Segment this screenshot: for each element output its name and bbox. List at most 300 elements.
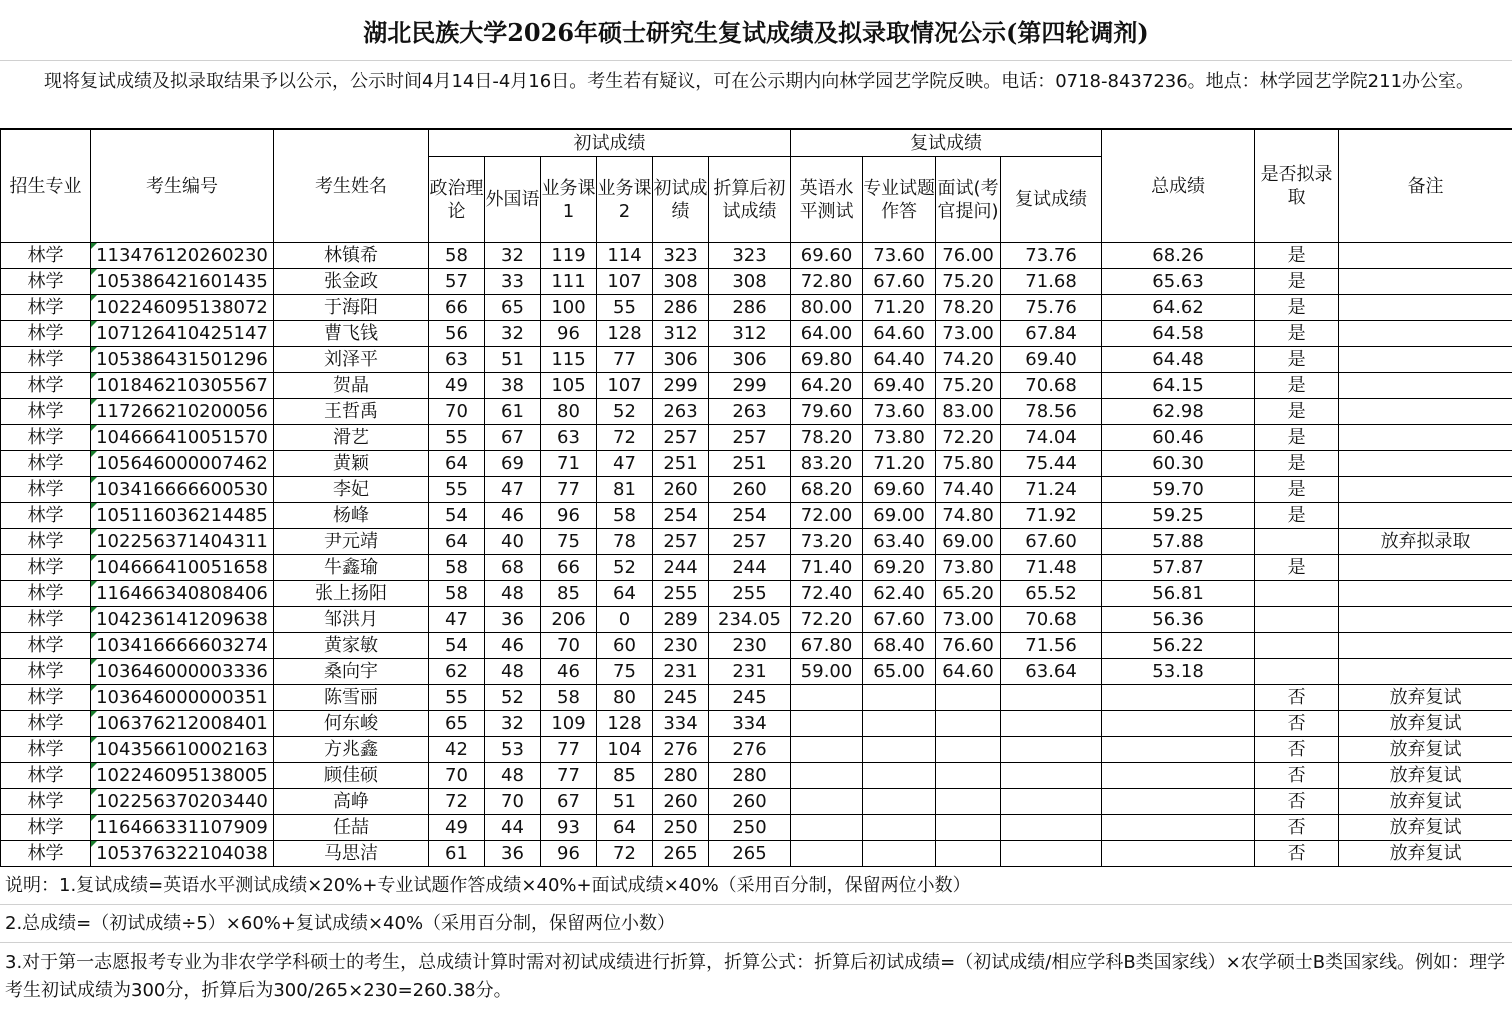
cell-major[interactable]: 林学 bbox=[1, 399, 91, 425]
cell-admit[interactable]: 是 bbox=[1255, 425, 1339, 451]
cell-total[interactable]: 60.46 bbox=[1102, 425, 1255, 451]
cell-exam-id[interactable]: 116466331107909 bbox=[91, 815, 274, 841]
cell-foreign[interactable]: 51 bbox=[485, 347, 541, 373]
cell-english-test[interactable] bbox=[791, 789, 863, 815]
cell-total[interactable]: 68.26 bbox=[1102, 243, 1255, 269]
cell-prelim-total[interactable]: 254 bbox=[653, 503, 709, 529]
cell-prelim-total[interactable]: 260 bbox=[653, 477, 709, 503]
cell-politics[interactable]: 61 bbox=[429, 841, 485, 867]
cell-foreign[interactable]: 48 bbox=[485, 763, 541, 789]
cell-name[interactable]: 贺晶 bbox=[274, 373, 429, 399]
cell-course2[interactable]: 81 bbox=[597, 477, 653, 503]
cell-retest-score[interactable]: 70.68 bbox=[1001, 373, 1102, 399]
cell-major[interactable]: 林学 bbox=[1, 373, 91, 399]
cell-remark[interactable] bbox=[1339, 295, 1512, 321]
cell-exam-id[interactable]: 102256371404311 bbox=[91, 529, 274, 555]
cell-name[interactable]: 牛鑫瑜 bbox=[274, 555, 429, 581]
cell-english-test[interactable] bbox=[791, 841, 863, 867]
cell-retest-score[interactable]: 78.56 bbox=[1001, 399, 1102, 425]
cell-exam-id[interactable]: 105386431501296 bbox=[91, 347, 274, 373]
cell-prelim-total[interactable]: 255 bbox=[653, 581, 709, 607]
cell-politics[interactable]: 47 bbox=[429, 607, 485, 633]
cell-retest-score[interactable]: 71.48 bbox=[1001, 555, 1102, 581]
cell-total[interactable] bbox=[1102, 763, 1255, 789]
cell-foreign[interactable]: 32 bbox=[485, 711, 541, 737]
cell-converted[interactable]: 254 bbox=[709, 503, 791, 529]
cell-course1[interactable]: 63 bbox=[541, 425, 597, 451]
cell-exam-id[interactable]: 105376322104038 bbox=[91, 841, 274, 867]
cell-foreign[interactable]: 47 bbox=[485, 477, 541, 503]
cell-politics[interactable]: 72 bbox=[429, 789, 485, 815]
cell-major[interactable]: 林学 bbox=[1, 737, 91, 763]
cell-interview[interactable]: 73.80 bbox=[936, 555, 1001, 581]
cell-retest-score[interactable] bbox=[1001, 789, 1102, 815]
cell-course1[interactable]: 115 bbox=[541, 347, 597, 373]
cell-course1[interactable]: 77 bbox=[541, 477, 597, 503]
cell-major[interactable]: 林学 bbox=[1, 841, 91, 867]
cell-prelim-total[interactable]: 250 bbox=[653, 815, 709, 841]
cell-essay[interactable]: 69.20 bbox=[863, 555, 936, 581]
cell-course1[interactable]: 100 bbox=[541, 295, 597, 321]
cell-politics[interactable]: 54 bbox=[429, 503, 485, 529]
cell-remark[interactable] bbox=[1339, 451, 1512, 477]
cell-foreign[interactable]: 33 bbox=[485, 269, 541, 295]
cell-prelim-total[interactable]: 312 bbox=[653, 321, 709, 347]
cell-name[interactable]: 黄家敏 bbox=[274, 633, 429, 659]
cell-politics[interactable]: 58 bbox=[429, 555, 485, 581]
cell-politics[interactable]: 58 bbox=[429, 581, 485, 607]
cell-converted[interactable]: 251 bbox=[709, 451, 791, 477]
cell-remark[interactable] bbox=[1339, 659, 1512, 685]
cell-converted[interactable]: 334 bbox=[709, 711, 791, 737]
cell-exam-id[interactable]: 106376212008401 bbox=[91, 711, 274, 737]
cell-english-test[interactable]: 78.20 bbox=[791, 425, 863, 451]
cell-converted[interactable]: 234.05 bbox=[709, 607, 791, 633]
cell-course2[interactable]: 64 bbox=[597, 815, 653, 841]
cell-exam-id[interactable]: 116466340808406 bbox=[91, 581, 274, 607]
cell-course2[interactable]: 60 bbox=[597, 633, 653, 659]
cell-course2[interactable]: 114 bbox=[597, 243, 653, 269]
cell-interview[interactable]: 76.60 bbox=[936, 633, 1001, 659]
cell-prelim-total[interactable]: 231 bbox=[653, 659, 709, 685]
cell-foreign[interactable]: 52 bbox=[485, 685, 541, 711]
cell-exam-id[interactable]: 102246095138005 bbox=[91, 763, 274, 789]
cell-course1[interactable]: 58 bbox=[541, 685, 597, 711]
cell-essay[interactable]: 69.60 bbox=[863, 477, 936, 503]
cell-politics[interactable]: 55 bbox=[429, 477, 485, 503]
cell-english-test[interactable]: 72.80 bbox=[791, 269, 863, 295]
cell-total[interactable]: 59.70 bbox=[1102, 477, 1255, 503]
cell-converted[interactable]: 276 bbox=[709, 737, 791, 763]
cell-essay[interactable] bbox=[863, 841, 936, 867]
cell-interview[interactable] bbox=[936, 737, 1001, 763]
cell-converted[interactable]: 260 bbox=[709, 477, 791, 503]
cell-admit[interactable]: 否 bbox=[1255, 711, 1339, 737]
cell-exam-id[interactable]: 104356610002163 bbox=[91, 737, 274, 763]
cell-exam-id[interactable]: 103416666603274 bbox=[91, 633, 274, 659]
cell-prelim-total[interactable]: 323 bbox=[653, 243, 709, 269]
cell-remark[interactable] bbox=[1339, 633, 1512, 659]
cell-exam-id[interactable]: 103646000003336 bbox=[91, 659, 274, 685]
cell-interview[interactable]: 83.00 bbox=[936, 399, 1001, 425]
cell-interview[interactable]: 75.80 bbox=[936, 451, 1001, 477]
cell-name[interactable]: 林镇希 bbox=[274, 243, 429, 269]
cell-essay[interactable]: 64.40 bbox=[863, 347, 936, 373]
cell-interview[interactable]: 65.20 bbox=[936, 581, 1001, 607]
cell-exam-id[interactable]: 105646000007462 bbox=[91, 451, 274, 477]
cell-name[interactable]: 刘泽平 bbox=[274, 347, 429, 373]
cell-english-test[interactable]: 71.40 bbox=[791, 555, 863, 581]
cell-name[interactable]: 滑艺 bbox=[274, 425, 429, 451]
cell-major[interactable]: 林学 bbox=[1, 503, 91, 529]
cell-total[interactable]: 59.25 bbox=[1102, 503, 1255, 529]
cell-interview[interactable]: 72.20 bbox=[936, 425, 1001, 451]
cell-admit[interactable]: 否 bbox=[1255, 763, 1339, 789]
cell-total[interactable]: 53.18 bbox=[1102, 659, 1255, 685]
cell-retest-score[interactable] bbox=[1001, 737, 1102, 763]
cell-english-test[interactable]: 69.60 bbox=[791, 243, 863, 269]
cell-prelim-total[interactable]: 245 bbox=[653, 685, 709, 711]
cell-remark[interactable] bbox=[1339, 581, 1512, 607]
cell-converted[interactable]: 280 bbox=[709, 763, 791, 789]
cell-interview[interactable] bbox=[936, 789, 1001, 815]
cell-politics[interactable]: 62 bbox=[429, 659, 485, 685]
cell-converted[interactable]: 260 bbox=[709, 789, 791, 815]
cell-admit[interactable]: 否 bbox=[1255, 685, 1339, 711]
cell-foreign[interactable]: 69 bbox=[485, 451, 541, 477]
cell-retest-score[interactable]: 75.76 bbox=[1001, 295, 1102, 321]
cell-exam-id[interactable]: 104236141209638 bbox=[91, 607, 274, 633]
cell-major[interactable]: 林学 bbox=[1, 685, 91, 711]
cell-exam-id[interactable]: 102246095138072 bbox=[91, 295, 274, 321]
cell-essay[interactable]: 73.80 bbox=[863, 425, 936, 451]
cell-essay[interactable]: 67.60 bbox=[863, 269, 936, 295]
cell-interview[interactable] bbox=[936, 685, 1001, 711]
cell-interview[interactable]: 75.20 bbox=[936, 373, 1001, 399]
cell-english-test[interactable]: 59.00 bbox=[791, 659, 863, 685]
cell-interview[interactable]: 74.80 bbox=[936, 503, 1001, 529]
cell-major[interactable]: 林学 bbox=[1, 347, 91, 373]
cell-prelim-total[interactable]: 263 bbox=[653, 399, 709, 425]
cell-politics[interactable]: 64 bbox=[429, 451, 485, 477]
cell-remark[interactable] bbox=[1339, 321, 1512, 347]
cell-converted[interactable]: 312 bbox=[709, 321, 791, 347]
cell-major[interactable]: 林学 bbox=[1, 633, 91, 659]
cell-prelim-total[interactable]: 286 bbox=[653, 295, 709, 321]
cell-interview[interactable]: 73.00 bbox=[936, 321, 1001, 347]
cell-converted[interactable]: 299 bbox=[709, 373, 791, 399]
cell-admit[interactable] bbox=[1255, 607, 1339, 633]
cell-admit[interactable] bbox=[1255, 529, 1339, 555]
cell-remark[interactable] bbox=[1339, 399, 1512, 425]
cell-total[interactable] bbox=[1102, 841, 1255, 867]
cell-exam-id[interactable]: 101846210305567 bbox=[91, 373, 274, 399]
cell-essay[interactable]: 63.40 bbox=[863, 529, 936, 555]
cell-foreign[interactable]: 36 bbox=[485, 841, 541, 867]
cell-retest-score[interactable] bbox=[1001, 815, 1102, 841]
cell-major[interactable]: 林学 bbox=[1, 789, 91, 815]
cell-course1[interactable]: 77 bbox=[541, 763, 597, 789]
cell-politics[interactable]: 55 bbox=[429, 685, 485, 711]
cell-prelim-total[interactable]: 244 bbox=[653, 555, 709, 581]
cell-course2[interactable]: 72 bbox=[597, 841, 653, 867]
cell-essay[interactable]: 73.60 bbox=[863, 243, 936, 269]
cell-english-test[interactable]: 83.20 bbox=[791, 451, 863, 477]
cell-admit[interactable]: 是 bbox=[1255, 451, 1339, 477]
cell-major[interactable]: 林学 bbox=[1, 815, 91, 841]
cell-prelim-total[interactable]: 334 bbox=[653, 711, 709, 737]
cell-prelim-total[interactable]: 280 bbox=[653, 763, 709, 789]
cell-total[interactable]: 57.88 bbox=[1102, 529, 1255, 555]
cell-converted[interactable]: 244 bbox=[709, 555, 791, 581]
cell-politics[interactable]: 64 bbox=[429, 529, 485, 555]
cell-converted[interactable]: 306 bbox=[709, 347, 791, 373]
cell-admit[interactable]: 否 bbox=[1255, 815, 1339, 841]
cell-english-test[interactable]: 67.80 bbox=[791, 633, 863, 659]
cell-interview[interactable]: 69.00 bbox=[936, 529, 1001, 555]
cell-total[interactable]: 64.15 bbox=[1102, 373, 1255, 399]
cell-essay[interactable] bbox=[863, 815, 936, 841]
cell-prelim-total[interactable]: 230 bbox=[653, 633, 709, 659]
cell-course1[interactable]: 71 bbox=[541, 451, 597, 477]
cell-course2[interactable]: 77 bbox=[597, 347, 653, 373]
cell-converted[interactable]: 265 bbox=[709, 841, 791, 867]
cell-retest-score[interactable] bbox=[1001, 763, 1102, 789]
cell-total[interactable]: 64.58 bbox=[1102, 321, 1255, 347]
cell-essay[interactable]: 68.40 bbox=[863, 633, 936, 659]
cell-name[interactable]: 王哲禹 bbox=[274, 399, 429, 425]
cell-english-test[interactable]: 73.20 bbox=[791, 529, 863, 555]
cell-remark[interactable]: 放弃复试 bbox=[1339, 841, 1512, 867]
cell-total[interactable] bbox=[1102, 737, 1255, 763]
cell-retest-score[interactable]: 65.52 bbox=[1001, 581, 1102, 607]
cell-foreign[interactable]: 38 bbox=[485, 373, 541, 399]
cell-major[interactable]: 林学 bbox=[1, 269, 91, 295]
cell-course1[interactable]: 80 bbox=[541, 399, 597, 425]
cell-politics[interactable]: 63 bbox=[429, 347, 485, 373]
cell-name[interactable]: 何东峻 bbox=[274, 711, 429, 737]
cell-name[interactable]: 顾佳硕 bbox=[274, 763, 429, 789]
cell-name[interactable]: 桑向宇 bbox=[274, 659, 429, 685]
cell-major[interactable]: 林学 bbox=[1, 321, 91, 347]
cell-prelim-total[interactable]: 289 bbox=[653, 607, 709, 633]
cell-course1[interactable]: 119 bbox=[541, 243, 597, 269]
cell-foreign[interactable]: 70 bbox=[485, 789, 541, 815]
cell-english-test[interactable]: 64.00 bbox=[791, 321, 863, 347]
cell-course2[interactable]: 75 bbox=[597, 659, 653, 685]
cell-politics[interactable]: 58 bbox=[429, 243, 485, 269]
cell-exam-id[interactable]: 102256370203440 bbox=[91, 789, 274, 815]
cell-retest-score[interactable]: 67.84 bbox=[1001, 321, 1102, 347]
cell-remark[interactable] bbox=[1339, 269, 1512, 295]
cell-total[interactable]: 56.22 bbox=[1102, 633, 1255, 659]
cell-course2[interactable]: 52 bbox=[597, 399, 653, 425]
cell-remark[interactable]: 放弃复试 bbox=[1339, 763, 1512, 789]
cell-politics[interactable]: 55 bbox=[429, 425, 485, 451]
cell-politics[interactable]: 57 bbox=[429, 269, 485, 295]
cell-interview[interactable] bbox=[936, 815, 1001, 841]
cell-prelim-total[interactable]: 299 bbox=[653, 373, 709, 399]
cell-politics[interactable]: 65 bbox=[429, 711, 485, 737]
cell-retest-score[interactable]: 71.24 bbox=[1001, 477, 1102, 503]
cell-interview[interactable] bbox=[936, 711, 1001, 737]
cell-prelim-total[interactable]: 306 bbox=[653, 347, 709, 373]
cell-course1[interactable]: 46 bbox=[541, 659, 597, 685]
cell-retest-score[interactable]: 75.44 bbox=[1001, 451, 1102, 477]
cell-name[interactable]: 任喆 bbox=[274, 815, 429, 841]
cell-essay[interactable]: 64.60 bbox=[863, 321, 936, 347]
cell-course2[interactable]: 0 bbox=[597, 607, 653, 633]
cell-name[interactable]: 张上扬阳 bbox=[274, 581, 429, 607]
cell-politics[interactable]: 66 bbox=[429, 295, 485, 321]
cell-foreign[interactable]: 67 bbox=[485, 425, 541, 451]
cell-politics[interactable]: 70 bbox=[429, 399, 485, 425]
cell-admit[interactable]: 是 bbox=[1255, 295, 1339, 321]
cell-exam-id[interactable]: 105386421601435 bbox=[91, 269, 274, 295]
cell-course2[interactable]: 107 bbox=[597, 373, 653, 399]
cell-name[interactable]: 邹洪月 bbox=[274, 607, 429, 633]
cell-name[interactable]: 陈雪丽 bbox=[274, 685, 429, 711]
cell-course1[interactable]: 93 bbox=[541, 815, 597, 841]
cell-foreign[interactable]: 44 bbox=[485, 815, 541, 841]
cell-prelim-total[interactable]: 265 bbox=[653, 841, 709, 867]
cell-total[interactable]: 60.30 bbox=[1102, 451, 1255, 477]
cell-major[interactable]: 林学 bbox=[1, 607, 91, 633]
cell-exam-id[interactable]: 104666410051570 bbox=[91, 425, 274, 451]
cell-remark[interactable]: 放弃复试 bbox=[1339, 815, 1512, 841]
cell-major[interactable]: 林学 bbox=[1, 763, 91, 789]
cell-total[interactable]: 65.63 bbox=[1102, 269, 1255, 295]
cell-admit[interactable]: 否 bbox=[1255, 737, 1339, 763]
cell-course2[interactable]: 72 bbox=[597, 425, 653, 451]
cell-major[interactable]: 林学 bbox=[1, 477, 91, 503]
cell-interview[interactable]: 74.20 bbox=[936, 347, 1001, 373]
cell-retest-score[interactable]: 69.40 bbox=[1001, 347, 1102, 373]
cell-interview[interactable]: 75.20 bbox=[936, 269, 1001, 295]
cell-converted[interactable]: 255 bbox=[709, 581, 791, 607]
cell-foreign[interactable]: 32 bbox=[485, 321, 541, 347]
cell-total[interactable]: 62.98 bbox=[1102, 399, 1255, 425]
cell-english-test[interactable]: 72.40 bbox=[791, 581, 863, 607]
cell-total[interactable]: 56.36 bbox=[1102, 607, 1255, 633]
cell-remark[interactable]: 放弃复试 bbox=[1339, 685, 1512, 711]
cell-remark[interactable]: 放弃复试 bbox=[1339, 711, 1512, 737]
cell-course1[interactable]: 96 bbox=[541, 321, 597, 347]
cell-course2[interactable]: 128 bbox=[597, 711, 653, 737]
cell-exam-id[interactable]: 104666410051658 bbox=[91, 555, 274, 581]
cell-english-test[interactable] bbox=[791, 815, 863, 841]
cell-course1[interactable]: 70 bbox=[541, 633, 597, 659]
cell-interview[interactable] bbox=[936, 763, 1001, 789]
cell-retest-score[interactable] bbox=[1001, 711, 1102, 737]
cell-exam-id[interactable]: 107126410425147 bbox=[91, 321, 274, 347]
cell-english-test[interactable] bbox=[791, 685, 863, 711]
cell-total[interactable]: 57.87 bbox=[1102, 555, 1255, 581]
cell-foreign[interactable]: 36 bbox=[485, 607, 541, 633]
cell-converted[interactable]: 308 bbox=[709, 269, 791, 295]
cell-interview[interactable]: 76.00 bbox=[936, 243, 1001, 269]
cell-foreign[interactable]: 40 bbox=[485, 529, 541, 555]
cell-course1[interactable]: 85 bbox=[541, 581, 597, 607]
cell-converted[interactable]: 263 bbox=[709, 399, 791, 425]
cell-converted[interactable]: 257 bbox=[709, 529, 791, 555]
cell-foreign[interactable]: 53 bbox=[485, 737, 541, 763]
cell-course2[interactable]: 78 bbox=[597, 529, 653, 555]
cell-course2[interactable]: 107 bbox=[597, 269, 653, 295]
cell-remark[interactable] bbox=[1339, 425, 1512, 451]
cell-interview[interactable]: 73.00 bbox=[936, 607, 1001, 633]
cell-remark[interactable] bbox=[1339, 347, 1512, 373]
cell-course1[interactable]: 206 bbox=[541, 607, 597, 633]
cell-foreign[interactable]: 61 bbox=[485, 399, 541, 425]
cell-foreign[interactable]: 68 bbox=[485, 555, 541, 581]
cell-prelim-total[interactable]: 308 bbox=[653, 269, 709, 295]
cell-interview[interactable]: 74.40 bbox=[936, 477, 1001, 503]
cell-essay[interactable]: 67.60 bbox=[863, 607, 936, 633]
cell-converted[interactable]: 323 bbox=[709, 243, 791, 269]
cell-course2[interactable]: 128 bbox=[597, 321, 653, 347]
cell-exam-id[interactable]: 103416666600530 bbox=[91, 477, 274, 503]
cell-remark[interactable]: 放弃拟录取 bbox=[1339, 529, 1512, 555]
cell-english-test[interactable] bbox=[791, 763, 863, 789]
cell-major[interactable]: 林学 bbox=[1, 295, 91, 321]
cell-remark[interactable] bbox=[1339, 555, 1512, 581]
cell-english-test[interactable]: 68.20 bbox=[791, 477, 863, 503]
cell-remark[interactable]: 放弃复试 bbox=[1339, 737, 1512, 763]
cell-english-test[interactable] bbox=[791, 737, 863, 763]
cell-name[interactable]: 方兆鑫 bbox=[274, 737, 429, 763]
cell-course1[interactable]: 111 bbox=[541, 269, 597, 295]
cell-course1[interactable]: 105 bbox=[541, 373, 597, 399]
cell-politics[interactable]: 54 bbox=[429, 633, 485, 659]
cell-major[interactable]: 林学 bbox=[1, 711, 91, 737]
cell-course2[interactable]: 47 bbox=[597, 451, 653, 477]
cell-retest-score[interactable] bbox=[1001, 685, 1102, 711]
cell-exam-id[interactable]: 105116036214485 bbox=[91, 503, 274, 529]
cell-total[interactable] bbox=[1102, 685, 1255, 711]
cell-course1[interactable]: 109 bbox=[541, 711, 597, 737]
cell-retest-score[interactable]: 71.92 bbox=[1001, 503, 1102, 529]
cell-course2[interactable]: 64 bbox=[597, 581, 653, 607]
cell-essay[interactable] bbox=[863, 737, 936, 763]
cell-course2[interactable]: 80 bbox=[597, 685, 653, 711]
cell-essay[interactable] bbox=[863, 789, 936, 815]
cell-foreign[interactable]: 46 bbox=[485, 633, 541, 659]
cell-politics[interactable]: 56 bbox=[429, 321, 485, 347]
cell-course2[interactable]: 58 bbox=[597, 503, 653, 529]
cell-essay[interactable] bbox=[863, 763, 936, 789]
cell-foreign[interactable]: 48 bbox=[485, 659, 541, 685]
cell-major[interactable]: 林学 bbox=[1, 529, 91, 555]
cell-course1[interactable]: 96 bbox=[541, 503, 597, 529]
cell-admit[interactable] bbox=[1255, 633, 1339, 659]
cell-essay[interactable]: 69.40 bbox=[863, 373, 936, 399]
cell-admit[interactable]: 否 bbox=[1255, 841, 1339, 867]
cell-course2[interactable]: 51 bbox=[597, 789, 653, 815]
cell-admit[interactable]: 是 bbox=[1255, 321, 1339, 347]
cell-course1[interactable]: 66 bbox=[541, 555, 597, 581]
cell-english-test[interactable]: 72.20 bbox=[791, 607, 863, 633]
cell-essay[interactable]: 65.00 bbox=[863, 659, 936, 685]
cell-exam-id[interactable]: 117266210200056 bbox=[91, 399, 274, 425]
cell-remark[interactable] bbox=[1339, 243, 1512, 269]
cell-essay[interactable]: 71.20 bbox=[863, 451, 936, 477]
cell-admit[interactable] bbox=[1255, 581, 1339, 607]
cell-interview[interactable]: 78.20 bbox=[936, 295, 1001, 321]
cell-politics[interactable]: 42 bbox=[429, 737, 485, 763]
cell-english-test[interactable]: 80.00 bbox=[791, 295, 863, 321]
cell-remark[interactable] bbox=[1339, 373, 1512, 399]
